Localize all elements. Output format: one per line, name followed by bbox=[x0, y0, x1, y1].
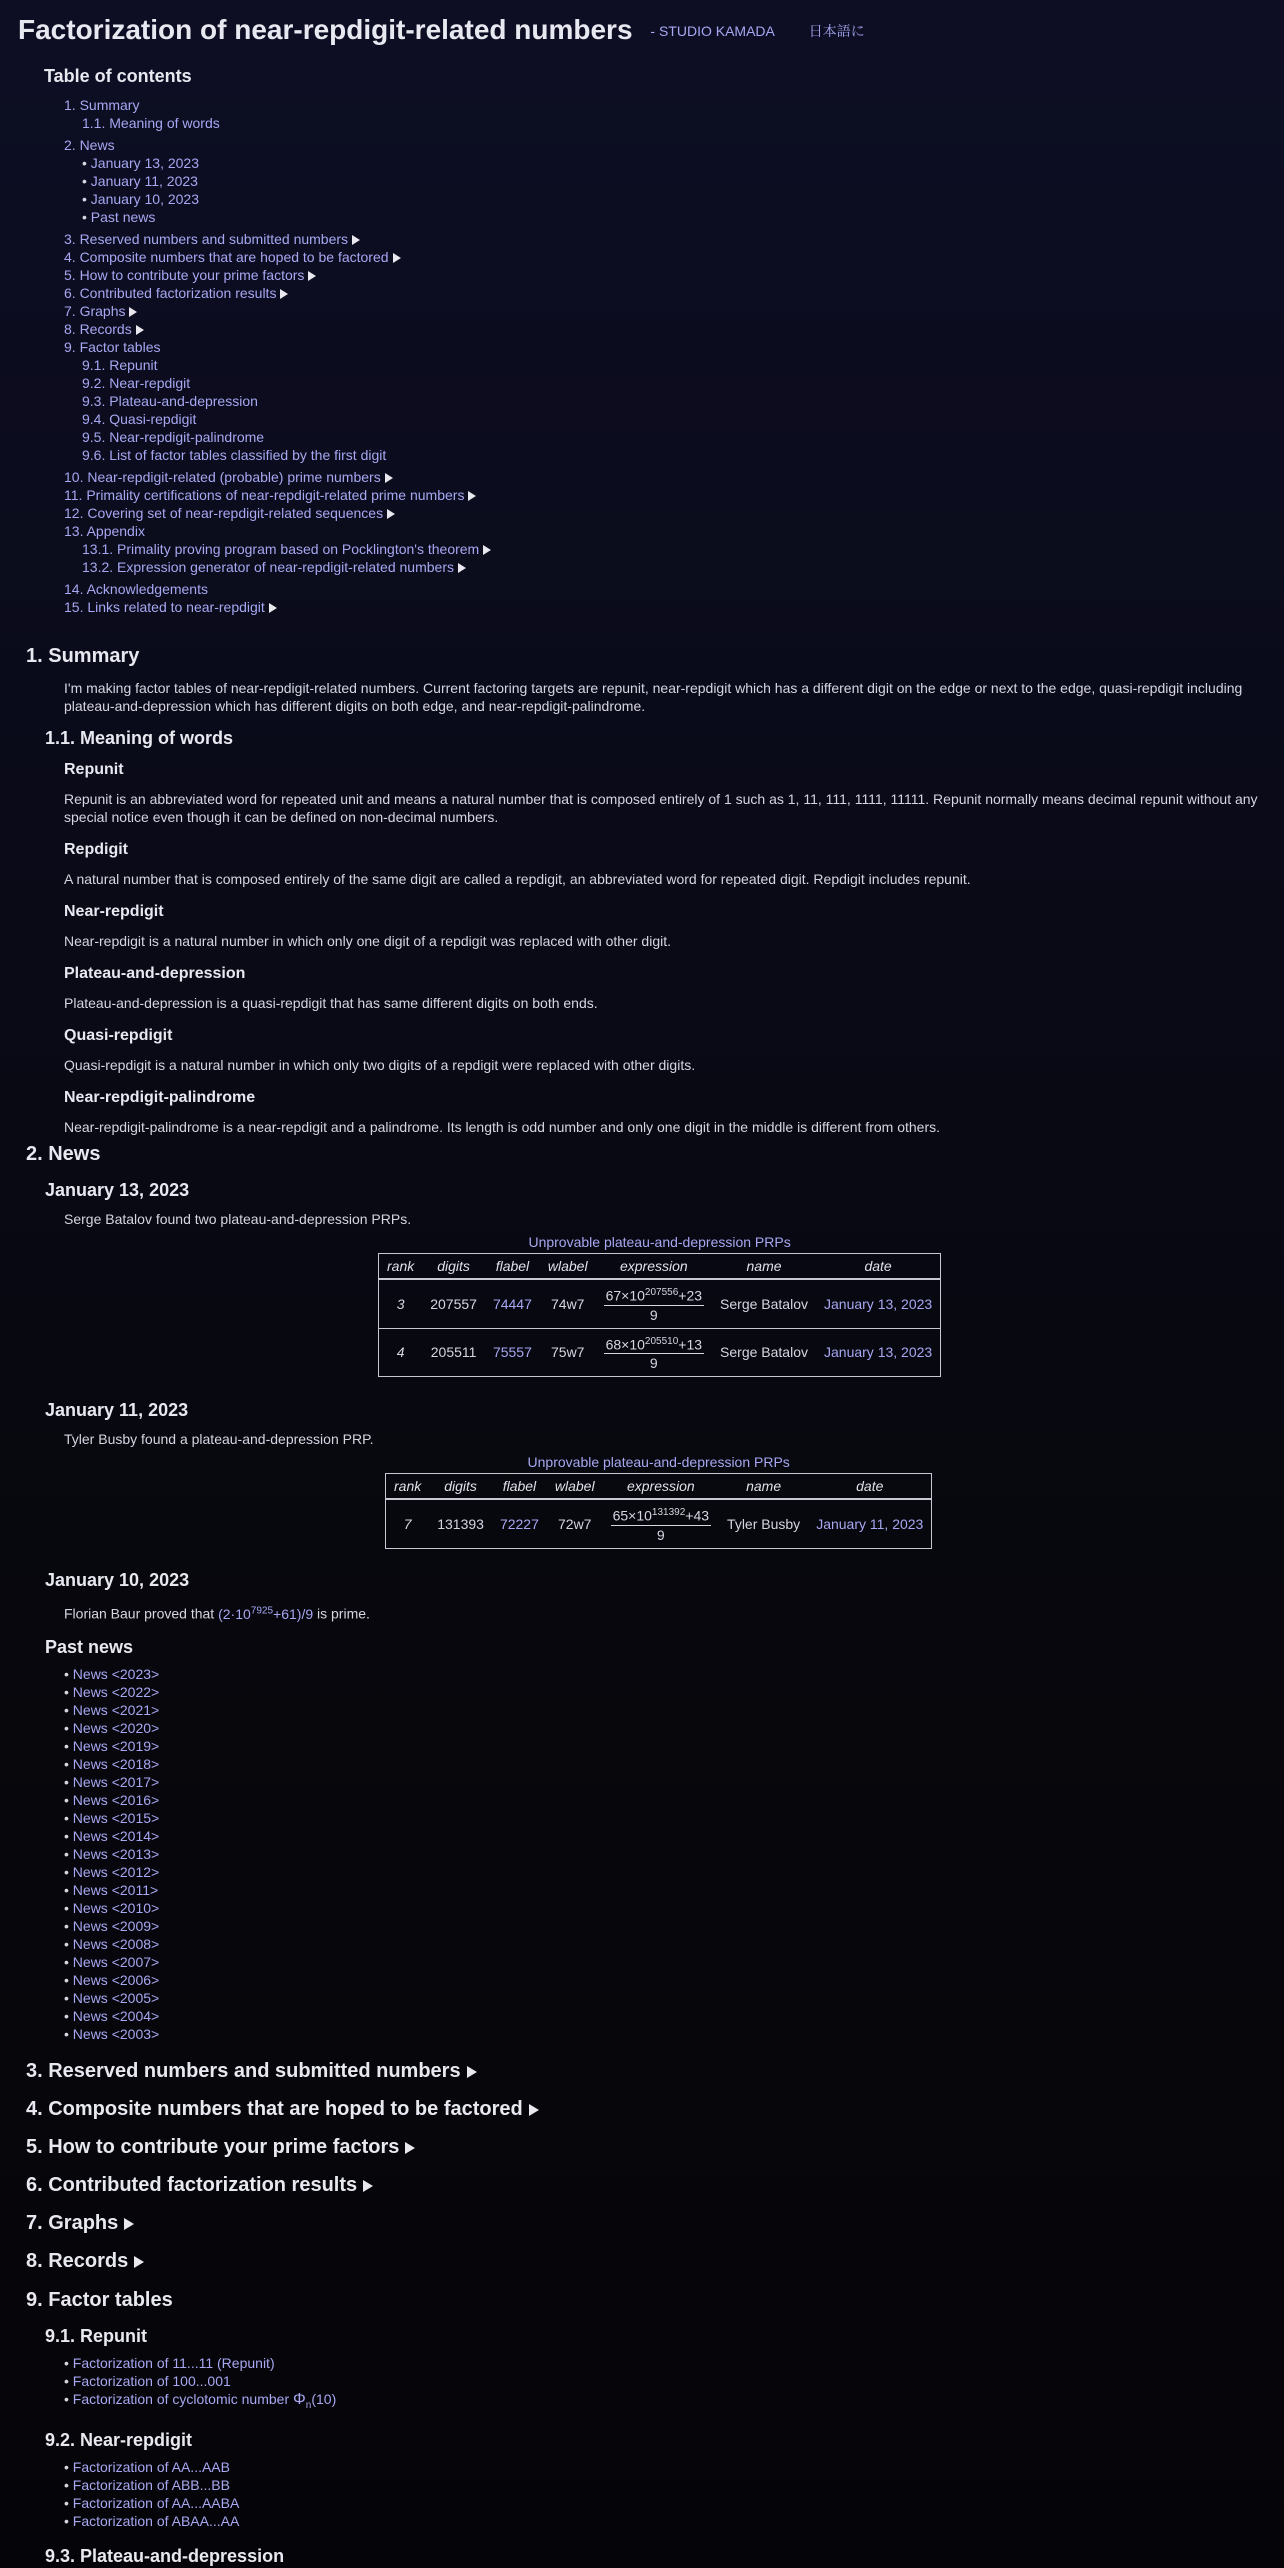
toc-link[interactable]: 8. Records bbox=[64, 321, 132, 337]
past-news-link[interactable]: News <2016> bbox=[72, 1792, 160, 1808]
collapsed-sections bbox=[26, 2058, 539, 2286]
meaning-heading: 1.1. Meaning of words bbox=[45, 728, 234, 748]
past-news-link[interactable]: News <2021> bbox=[72, 1702, 160, 1718]
expression-fraction bbox=[604, 1284, 704, 1324]
factor-table-link[interactable]: Factorization of ABAA...AA bbox=[72, 2513, 240, 2529]
past-news-link[interactable]: News <2010> bbox=[72, 1900, 160, 1916]
prime-expression-link[interactable] bbox=[218, 1606, 313, 1622]
expand-triangle-icon[interactable] bbox=[468, 491, 476, 501]
phi-subscript: n bbox=[305, 2399, 312, 2411]
flabel-link[interactable]: 74447 bbox=[492, 1295, 532, 1312]
expression-fraction bbox=[611, 1504, 711, 1544]
expression-fraction bbox=[604, 1333, 704, 1373]
fraction-numerator: $68\times 10^{205510}+13$ bbox=[604, 1333, 704, 1355]
term-heading: Plateau-and-depression bbox=[64, 965, 246, 982]
exponent: 207556 bbox=[644, 1287, 679, 1298]
studio-kamada-link[interactable]: - STUDIO KAMADA bbox=[650, 23, 775, 39]
term-definition: A natural number that is composed entirely of the same digit are called a repdigit, an abbreviated word for repeated digit. Repdigit includes repunit. bbox=[64, 871, 971, 887]
column-header: expression bbox=[596, 1254, 712, 1280]
expr-exponent: 7925 bbox=[250, 1605, 274, 1616]
list-item: • Factorization of ABAA...AA bbox=[64, 2513, 240, 2529]
factor-table-link[interactable]: Factorization of 11...11 (Repunit) bbox=[72, 2355, 275, 2371]
toc-link[interactable]: 3. Reserved numbers and submitted numbers bbox=[64, 231, 349, 247]
factor-tables-heading-wrap bbox=[26, 2287, 173, 2313]
term-block bbox=[64, 760, 1274, 826]
term-heading: Repdigit bbox=[64, 841, 128, 858]
bullet: • bbox=[82, 191, 91, 207]
toc-link[interactable]: 2. News bbox=[64, 137, 115, 153]
repunit-section bbox=[45, 2324, 336, 2415]
column-header: digits bbox=[429, 1474, 492, 1500]
past-news-heading: Past news bbox=[45, 1637, 134, 1657]
exponent: 131392 bbox=[651, 1507, 686, 1518]
cell-name: Serge Batalov bbox=[712, 1279, 816, 1328]
news-jan10-post: is prime. bbox=[313, 1605, 370, 1622]
toc-item bbox=[64, 522, 1244, 540]
toc-link[interactable]: 1.1. Meaning of words bbox=[82, 115, 220, 131]
past-news-link[interactable]: News <2015> bbox=[72, 1810, 160, 1826]
toc-link[interactable]: 6. Contributed factorization results bbox=[64, 285, 277, 301]
list-item: • News <2022> bbox=[64, 1684, 160, 1700]
past-news-link[interactable]: News <2013> bbox=[72, 1846, 160, 1862]
news-jan10-pre: Florian Baur proved that bbox=[64, 1605, 219, 1622]
collapsed-section-heading[interactable]: 6. Contributed factorization results bbox=[26, 2172, 539, 2198]
list-item: • News <2009> bbox=[64, 1918, 160, 1934]
list-item: • Factorization of ABB...BB bbox=[64, 2477, 230, 2493]
near-repdigit-section bbox=[45, 2428, 239, 2530]
column-header: rank bbox=[379, 1254, 423, 1280]
expand-triangle-icon[interactable] bbox=[363, 2180, 373, 2192]
list-item: • News <2004> bbox=[64, 2008, 160, 2024]
list-item: • News <2023> bbox=[64, 1666, 160, 1682]
column-header: rank bbox=[386, 1474, 430, 1500]
bullet: • bbox=[82, 209, 91, 225]
past-news-link[interactable]: News <2007> bbox=[72, 1954, 160, 1970]
toc-title: Table of contents bbox=[44, 66, 192, 86]
date-link[interactable]: January 13, 2023 bbox=[824, 1295, 933, 1312]
factor-table-link[interactable]: Factorization of 100...001 bbox=[72, 2373, 231, 2389]
past-news-link[interactable]: News <2017> bbox=[72, 1774, 160, 1790]
term-definition: Near-repdigit-palindrome is a near-repdigit and a palindrome. Its length is odd number and only one digit in the middle is different from others. bbox=[64, 1119, 940, 1135]
exponent: 205510 bbox=[644, 1335, 679, 1347]
collapsed-section-heading[interactable]: 4. Composite numbers that are hoped to be factored bbox=[26, 2096, 539, 2122]
toc-item bbox=[64, 320, 1244, 338]
column-header: name bbox=[712, 1254, 816, 1280]
toc-item bbox=[64, 284, 1244, 302]
expr-part-b: +61)/9 bbox=[273, 1605, 314, 1622]
prp-table bbox=[378, 1253, 941, 1377]
list-item: • News <2020> bbox=[64, 1720, 160, 1736]
toc-link[interactable]: 9. Factor tables bbox=[64, 339, 161, 355]
past-news-link[interactable]: News <2005> bbox=[72, 1990, 160, 2006]
prp-table-caption[interactable]: Unprovable plateau-and-depression PRPs bbox=[528, 1234, 791, 1250]
plateau-heading: 9.3. Plateau-and-depression bbox=[45, 2546, 285, 2566]
expand-triangle-icon[interactable] bbox=[529, 2104, 539, 2116]
past-news-link[interactable]: News <2012> bbox=[72, 1864, 160, 1880]
factor-table-link[interactable]: Factorization of AA...AAB bbox=[72, 2459, 230, 2475]
toc-item bbox=[82, 154, 1244, 172]
term-definition: Quasi-repdigit is a natural number in which only two digits of a repdigit were replaced with other digits. bbox=[64, 1057, 696, 1073]
toc-item bbox=[64, 598, 1244, 616]
news-jan13-text: Serge Batalov found two plateau-and-depression PRPs. bbox=[64, 1211, 412, 1227]
news-jan13-date: January 13, 2023 bbox=[45, 1180, 190, 1200]
bullet: • bbox=[82, 173, 91, 189]
expand-triangle-icon[interactable] bbox=[405, 2142, 415, 2154]
cell-wlabel: 75w7 bbox=[540, 1328, 596, 1377]
list-item: • Factorization of cyclotomic number $\Phi_n(10)$ bbox=[64, 2391, 337, 2411]
toc-link[interactable]: 9.6. List of factor tables classified by the first digit bbox=[82, 447, 387, 463]
toc-link[interactable]: 1. Summary bbox=[64, 97, 140, 113]
date-link[interactable]: January 13, 2023 bbox=[824, 1344, 933, 1361]
toc-link[interactable]: 9.2. Near-repdigit bbox=[82, 375, 191, 391]
term-block bbox=[64, 902, 1274, 950]
toc-item bbox=[82, 190, 1244, 208]
list-item: • News <2015> bbox=[64, 1810, 160, 1826]
toc-link[interactable]: 5. How to contribute your prime factors bbox=[64, 267, 305, 283]
toc-link[interactable]: 14. Acknowledgements bbox=[64, 581, 208, 597]
table-row bbox=[379, 1328, 941, 1377]
cell-wlabel: 72w7 bbox=[547, 1499, 603, 1548]
list-item: • News <2011> bbox=[64, 1882, 159, 1898]
column-header: date bbox=[816, 1254, 941, 1280]
cell-flabel bbox=[492, 1499, 547, 1548]
term-block bbox=[64, 1088, 1274, 1136]
toc-link[interactable]: 9.5. Near-repdigit-palindrome bbox=[82, 429, 265, 445]
toc-item bbox=[82, 374, 1244, 392]
toc-link[interactable]: 13.1. Primality proving program based on Pocklington's theorem bbox=[82, 541, 480, 557]
term-heading: Near-repdigit-palindrome bbox=[64, 1089, 256, 1106]
expand-triangle-icon[interactable] bbox=[352, 235, 360, 245]
cell-flabel bbox=[485, 1328, 540, 1377]
term-block bbox=[64, 1026, 1274, 1074]
news-jan13 bbox=[45, 1178, 411, 1228]
term-definition: Repunit is an abbreviated word for repeated unit and means a natural number that is composed entirely of 1 such as 1, 11, 111, 1111, 11111. Repunit normally means decimal repunit without any special notice even though it can be defined on non-decimal numbers. bbox=[64, 791, 1258, 825]
plateau-section bbox=[45, 2544, 284, 2568]
fraction-numerator: $67\times 10^{207556}+23$ bbox=[604, 1284, 704, 1306]
toc-link[interactable]: January 10, 2023 bbox=[90, 191, 199, 207]
list-item: • News <2005> bbox=[64, 1990, 160, 2006]
column-header: name bbox=[719, 1474, 808, 1500]
near-repdigit-heading: 9.2. Near-repdigit bbox=[45, 2430, 193, 2450]
past-news-link[interactable]: News <2011> bbox=[72, 1882, 159, 1898]
term-definition: Plateau-and-depression is a quasi-repdigit that has same different digits on both ends. bbox=[64, 995, 598, 1011]
toc-link[interactable]: 9.3. Plateau-and-depression bbox=[82, 393, 258, 409]
japanese-link[interactable]: 日本語に bbox=[808, 23, 865, 39]
list-item: • News <2007> bbox=[64, 1954, 160, 1970]
list-item: • News <2018> bbox=[64, 1756, 160, 1772]
news-heading-wrap bbox=[26, 1141, 100, 1167]
past-news-link[interactable]: News <2009> bbox=[72, 1918, 160, 1934]
toc-item bbox=[82, 392, 1244, 410]
toc-item bbox=[82, 410, 1244, 428]
collapsed-section-heading[interactable]: 3. Reserved numbers and submitted numbers bbox=[26, 2058, 539, 2084]
list-item: • News <2016> bbox=[64, 1792, 160, 1808]
term-block bbox=[64, 840, 1274, 888]
cell-rank: 4 bbox=[379, 1328, 423, 1377]
column-header: date bbox=[808, 1474, 932, 1500]
toc-item bbox=[64, 580, 1244, 598]
fraction-denominator: 9 bbox=[649, 1306, 658, 1323]
past-news-link[interactable]: News <2004> bbox=[72, 2008, 160, 2024]
expand-triangle-icon[interactable] bbox=[458, 563, 466, 573]
toc-item bbox=[82, 172, 1244, 190]
prp-table bbox=[385, 1473, 932, 1549]
cell-date bbox=[816, 1279, 941, 1328]
date-link[interactable]: January 11, 2023 bbox=[816, 1515, 924, 1532]
toc-link[interactable]: 12. Covering set of near-repdigit-related sequences bbox=[64, 505, 384, 521]
toc-item bbox=[64, 96, 1244, 114]
news-jan10-text bbox=[64, 1602, 370, 1623]
expand-triangle-icon[interactable] bbox=[467, 2066, 477, 2078]
expr-part-a: (2·10 bbox=[218, 1605, 251, 1622]
list-item: • News <2021> bbox=[64, 1702, 160, 1718]
expand-triangle-icon[interactable] bbox=[124, 2218, 134, 2230]
list-item: • News <2008> bbox=[64, 1936, 160, 1952]
toc-item bbox=[64, 338, 1244, 356]
fraction-denominator: 9 bbox=[656, 1526, 665, 1543]
list-item: • News <2012> bbox=[64, 1864, 160, 1880]
toc-item bbox=[64, 248, 1244, 266]
repunit-list bbox=[64, 2354, 336, 2415]
past-news-link[interactable]: News <2018> bbox=[72, 1756, 160, 1772]
toc-link[interactable]: 9.4. Quasi-repdigit bbox=[82, 411, 197, 427]
list-item: • Factorization of AA...AABA bbox=[64, 2495, 240, 2511]
toc-link[interactable]: 15. Links related to near-repdigit bbox=[64, 599, 265, 615]
expand-triangle-icon[interactable] bbox=[483, 545, 491, 555]
list-item: • News <2014> bbox=[64, 1828, 160, 1844]
list-item: • News <2017> bbox=[64, 1774, 160, 1790]
prp-table-caption[interactable]: Unprovable plateau-and-depression PRPs bbox=[527, 1454, 790, 1470]
page-title: Factorization of near-repdigit-related numbers bbox=[18, 14, 633, 45]
past-news-link[interactable]: News <2020> bbox=[72, 1720, 160, 1736]
repunit-heading: 9.1. Repunit bbox=[45, 2326, 148, 2346]
expand-triangle-icon[interactable] bbox=[136, 325, 144, 335]
table-row bbox=[386, 1499, 932, 1548]
toc-item bbox=[82, 356, 1244, 374]
toc-link[interactable]: January 11, 2023 bbox=[90, 173, 198, 189]
flabel-link[interactable]: 72227 bbox=[499, 1515, 539, 1532]
toc-link[interactable]: 10. Near-repdigit-related (probable) prime numbers bbox=[64, 469, 381, 485]
cell-name: Tyler Busby bbox=[719, 1499, 808, 1548]
factor-tables-heading: 9. Factor tables bbox=[26, 2289, 173, 2311]
expand-triangle-icon[interactable] bbox=[269, 603, 277, 613]
toc-link[interactable]: Past news bbox=[90, 209, 156, 225]
collapsed-section-heading[interactable]: 8. Records bbox=[26, 2248, 539, 2274]
news-jan11-text: Tyler Busby found a plateau-and-depression PRP. bbox=[64, 1431, 374, 1447]
cell-flabel bbox=[485, 1279, 540, 1328]
toc-link[interactable]: 4. Composite numbers that are hoped to be factored bbox=[64, 249, 389, 265]
flabel-link[interactable]: 75557 bbox=[492, 1344, 532, 1361]
cell-name: Serge Batalov bbox=[712, 1328, 816, 1377]
term-heading: Near-repdigit bbox=[64, 903, 164, 920]
past-news-link[interactable]: News <2022> bbox=[72, 1684, 160, 1700]
list-item: • News <2013> bbox=[64, 1846, 160, 1862]
cell-expression bbox=[596, 1279, 712, 1328]
past-news-link[interactable]: News <2006> bbox=[72, 1972, 160, 1988]
cell-expression bbox=[596, 1328, 712, 1377]
cell-date bbox=[816, 1328, 941, 1377]
news-jan10 bbox=[45, 1568, 370, 1623]
toc-item bbox=[64, 486, 1244, 504]
cell-rank: 3 bbox=[379, 1279, 423, 1328]
term-heading: Quasi-repdigit bbox=[64, 1027, 173, 1044]
toc-link[interactable]: 9.1. Repunit bbox=[82, 357, 158, 373]
list-item: • News <2010> bbox=[64, 1900, 160, 1916]
news-jan10-date: January 10, 2023 bbox=[45, 1570, 190, 1590]
page-header bbox=[18, 12, 865, 48]
cyclotomic-link[interactable]: Factorization of cyclotomic number $\Phi_n(10)$ bbox=[72, 2391, 337, 2411]
column-header: wlabel bbox=[547, 1474, 603, 1500]
collapsed-section-heading[interactable]: 5. How to contribute your prime factors bbox=[26, 2134, 539, 2160]
list-item: • News <2003> bbox=[64, 2026, 160, 2042]
bullet: • bbox=[82, 155, 91, 171]
term-heading: Repunit bbox=[64, 761, 124, 778]
news-heading: 2. News bbox=[26, 1143, 101, 1165]
past-news-link[interactable]: News <2019> bbox=[72, 1738, 160, 1754]
toc-item bbox=[82, 208, 1244, 226]
toc-link[interactable]: January 13, 2023 bbox=[90, 155, 199, 171]
cell-digits: 131393 bbox=[429, 1499, 492, 1548]
expand-triangle-icon[interactable] bbox=[134, 2256, 144, 2268]
table-row bbox=[379, 1279, 941, 1328]
summary-section bbox=[26, 643, 1266, 715]
prp-table-jan13-wrap bbox=[378, 1233, 941, 1377]
expand-triangle-icon[interactable] bbox=[393, 253, 401, 263]
expand-triangle-icon[interactable] bbox=[129, 307, 137, 317]
term-block bbox=[64, 964, 1274, 1012]
cell-date bbox=[808, 1499, 932, 1548]
near-repdigit-list bbox=[64, 2458, 239, 2530]
fraction-denominator: 9 bbox=[649, 1355, 658, 1372]
term-definition: Near-repdigit is a natural number in which only one digit of a repdigit was replaced with other digit. bbox=[64, 933, 671, 949]
column-header: flabel bbox=[485, 1254, 540, 1280]
table-of-contents bbox=[44, 64, 1244, 616]
past-news bbox=[45, 1635, 159, 2043]
column-header: expression bbox=[603, 1474, 719, 1500]
cell-rank: 7 bbox=[386, 1499, 430, 1548]
toc-item bbox=[64, 266, 1244, 284]
column-header: wlabel bbox=[540, 1254, 596, 1280]
toc-item bbox=[64, 504, 1244, 522]
past-news-link[interactable]: News <2003> bbox=[72, 2026, 160, 2042]
past-news-link[interactable]: News <2008> bbox=[72, 1936, 160, 1952]
prp-table-jan11-wrap bbox=[385, 1453, 932, 1549]
toc-item bbox=[64, 302, 1244, 320]
column-header: digits bbox=[422, 1254, 485, 1280]
expand-triangle-icon[interactable] bbox=[308, 271, 316, 281]
collapsed-section-heading[interactable]: 7. Graphs bbox=[26, 2210, 539, 2236]
past-news-link[interactable]: News <2023> bbox=[72, 1666, 160, 1682]
toc-item bbox=[82, 114, 1244, 132]
toc-list bbox=[44, 96, 1244, 616]
toc-link[interactable]: 11. Primality certifications of near-repdigit-related prime numbers bbox=[64, 487, 465, 503]
toc-item bbox=[64, 136, 1244, 154]
list-item: • Factorization of AA...AAB bbox=[64, 2459, 230, 2475]
cell-expression bbox=[603, 1499, 719, 1548]
factor-table-link[interactable]: Factorization of ABB...BB bbox=[72, 2477, 230, 2493]
toc-item bbox=[82, 446, 1244, 464]
expand-triangle-icon[interactable] bbox=[387, 509, 395, 519]
summary-text: I'm making factor tables of near-repdigit-related numbers. Current factoring targets are repunit, near-repdigit which has a different digit on the edge or next to the edge, quasi-repdigit including plateau-and-depression which has different digits on both edge, and near-repdigit-palindrome. bbox=[64, 680, 1243, 714]
toc-link[interactable]: 7. Graphs bbox=[64, 303, 126, 319]
summary-heading: 1. Summary bbox=[26, 645, 140, 667]
toc-item bbox=[82, 558, 1244, 576]
cell-digits: 205511 bbox=[422, 1328, 485, 1377]
cell-wlabel: 74w7 bbox=[540, 1279, 596, 1328]
toc-item bbox=[64, 468, 1244, 486]
past-news-list bbox=[64, 1665, 159, 2043]
toc-link[interactable]: 13.2. Expression generator of near-repdigit-related numbers bbox=[82, 559, 454, 575]
phi-symbol: Φ bbox=[293, 2391, 306, 2408]
news-jan11-date: January 11, 2023 bbox=[45, 1400, 189, 1420]
expand-triangle-icon[interactable] bbox=[385, 473, 393, 483]
list-item: • News <2006> bbox=[64, 1972, 160, 1988]
list-item: • Factorization of 11...11 (Repunit) bbox=[64, 2355, 275, 2371]
toc-item bbox=[64, 230, 1244, 248]
cell-digits: 207557 bbox=[422, 1279, 485, 1328]
terms-list bbox=[64, 760, 1274, 1150]
list-item: • Factorization of 100...001 bbox=[64, 2373, 231, 2389]
meaning-heading-wrap bbox=[45, 726, 233, 750]
toc-link[interactable]: 13. Appendix bbox=[64, 523, 145, 539]
past-news-link[interactable]: News <2014> bbox=[72, 1828, 160, 1844]
toc-item bbox=[82, 540, 1244, 558]
list-item: • News <2019> bbox=[64, 1738, 160, 1754]
toc-item bbox=[82, 428, 1244, 446]
column-header: flabel bbox=[492, 1474, 547, 1500]
fraction-numerator: $65\times 10^{131392}+43$ bbox=[611, 1504, 711, 1526]
factor-table-link[interactable]: Factorization of AA...AABA bbox=[72, 2495, 240, 2511]
expand-triangle-icon[interactable] bbox=[280, 289, 288, 299]
news-jan11 bbox=[45, 1398, 374, 1448]
